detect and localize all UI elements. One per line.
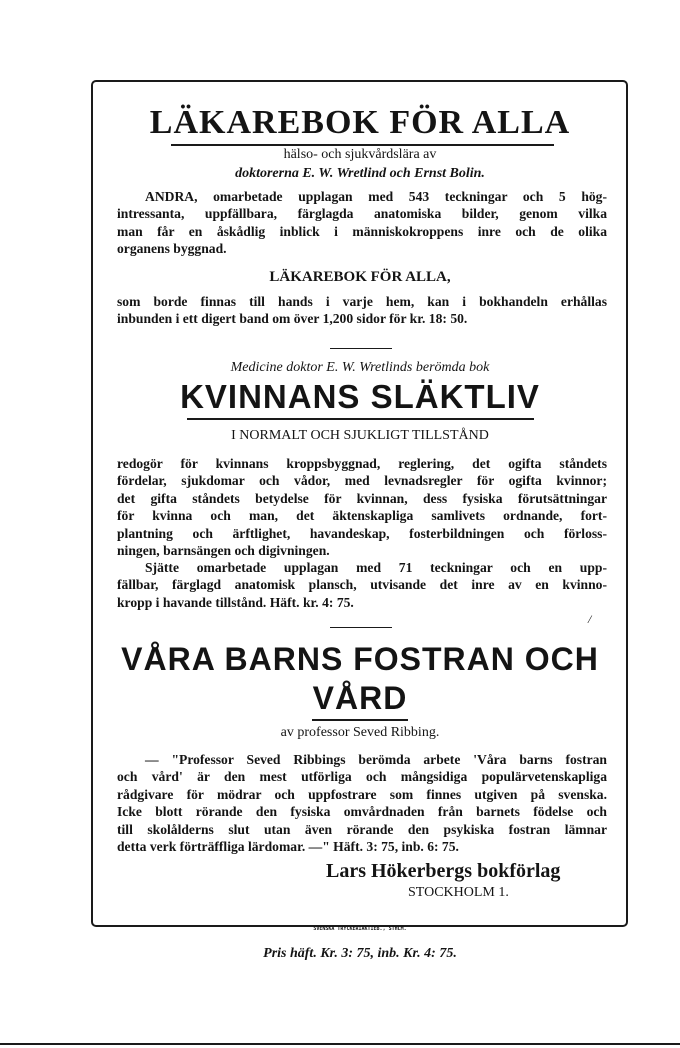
ad2-body2-line: kropp i havande tillstånd. Häft. kr. 4: 75. xyxy=(117,594,354,610)
page-bottom-rule xyxy=(0,1043,680,1045)
ad1-title: LÄKAREBOK FÖR ALLA xyxy=(149,104,571,141)
ad3-title-line1: VÅRA BARNS FOSTRAN OCH xyxy=(121,641,599,677)
ad3-title-rule xyxy=(312,719,408,721)
ad1-authors: doktorerna E. W. Wretlind och Ernst Bolin. xyxy=(235,166,485,181)
separator-rule xyxy=(330,627,392,628)
ad2-title: KVINNANS SLÄKTLIV xyxy=(180,378,540,415)
price-line: Pris häft. Kr. 3: 75, inb. Kr. 4: 75. xyxy=(263,946,457,961)
ad2-body2-line: Sjätte omarbetade upplagan med 71 teckningar och en upp- xyxy=(145,560,607,575)
ad3-title-line2: VÅRD xyxy=(312,680,408,716)
stray-mark: / xyxy=(588,612,592,626)
ad2-body xyxy=(117,455,607,559)
ad1-subtitle: hälso- och sjukvårdslära av xyxy=(283,147,437,162)
ad1-body2-line: inbunden i ett digert band om över 1,200 sidor för kr. 18: 50. xyxy=(117,311,468,327)
ad3-body-line: till skolålderns slut utan även rörande den psykiska fostran lämnar xyxy=(117,821,607,837)
ad1-body-line: ANDRA, omarbetade upplagan med 543 teckningar och 5 hög- xyxy=(145,189,607,204)
ad2-body-line: för kvinna och man, det äktenskapliga samlivets ordnande, fort- xyxy=(117,508,607,524)
ad2-body-line: ningen, barnsängen och digivningen. xyxy=(117,543,330,559)
ad2-intro: Medicine doktor E. W. Wretlinds berömda bok xyxy=(230,360,490,375)
printer-imprint: SVENSKA TRYCKERIAKTIEB., STHLM. xyxy=(313,926,407,932)
ad1-title-rule xyxy=(171,144,554,146)
ad3-body-line: rådgivare för mödrar och uppfostrare som finnes utgiven på svenska. xyxy=(117,786,607,802)
ad2-title-rule xyxy=(187,418,534,420)
ad2-body2-line: fällbar, färglagd anatomisk plansch, utvisande det inre av en kvinno- xyxy=(117,577,607,593)
ad1-body xyxy=(117,188,607,258)
ad3-author xyxy=(95,725,625,741)
ad2-body-line: plantning och ärftlighet, havandeskap, fosterbildningen och förloss- xyxy=(117,525,607,541)
ad1-body-line: organens byggnad. xyxy=(117,241,227,257)
ad2-body-line: fördelar, sjukdomar och vådor, med levnadsregler för ogifta kvinnor; xyxy=(117,473,607,489)
ad3-body-line: och vård' är den mest utförliga och mångsidiga populärvetenskapliga xyxy=(117,769,607,785)
ad2-body-line: det gifta ståndets betydelse för kvinnan, dess fysiska förutsättningar xyxy=(117,490,607,506)
ad2-body2 xyxy=(117,559,607,611)
publisher-city: STOCKHOLM 1. xyxy=(408,885,509,900)
ad2-body-line: redogör för kvinnans kroppsbyggnad, reglering, det ogifta ståndets xyxy=(117,456,607,471)
ad3-body-line: — "Professor Seved Ribbings berömda arbete 'Våra barns fostran xyxy=(145,752,607,767)
ad1-body-line: intressanta, uppfällbara, färglagda anatomiska bilder, genom vilka xyxy=(117,206,607,222)
ad3-body-line: Icke blott rörande den fysiska omvårdnaden från barnets födelse och xyxy=(117,804,607,820)
separator-rule xyxy=(330,348,392,349)
ad1-body-line: man får en åskådlig inblick i människokroppens inre och de olika xyxy=(117,223,607,239)
ad3-body-line: detta verk förträffliga lärdomar. —" Häft. 3: 75, inb. 6: 75. xyxy=(117,839,459,855)
ad1-subheading: LÄKAREBOK FÖR ALLA, xyxy=(269,269,451,285)
ad1-body2-line: som borde finnas till hands i varje hem, kan i bokhandeln erhållas xyxy=(117,294,607,309)
ad2-subtitle: I NORMALT OCH SJUKLIGT TILLSTÅND xyxy=(231,428,489,443)
ad1-body2 xyxy=(117,293,607,328)
ad3-body xyxy=(117,751,607,855)
publisher-name: Lars Hökerbergs bokförlag xyxy=(326,860,561,882)
ad3-author-text: av professor Seved Ribbing. xyxy=(280,725,440,740)
